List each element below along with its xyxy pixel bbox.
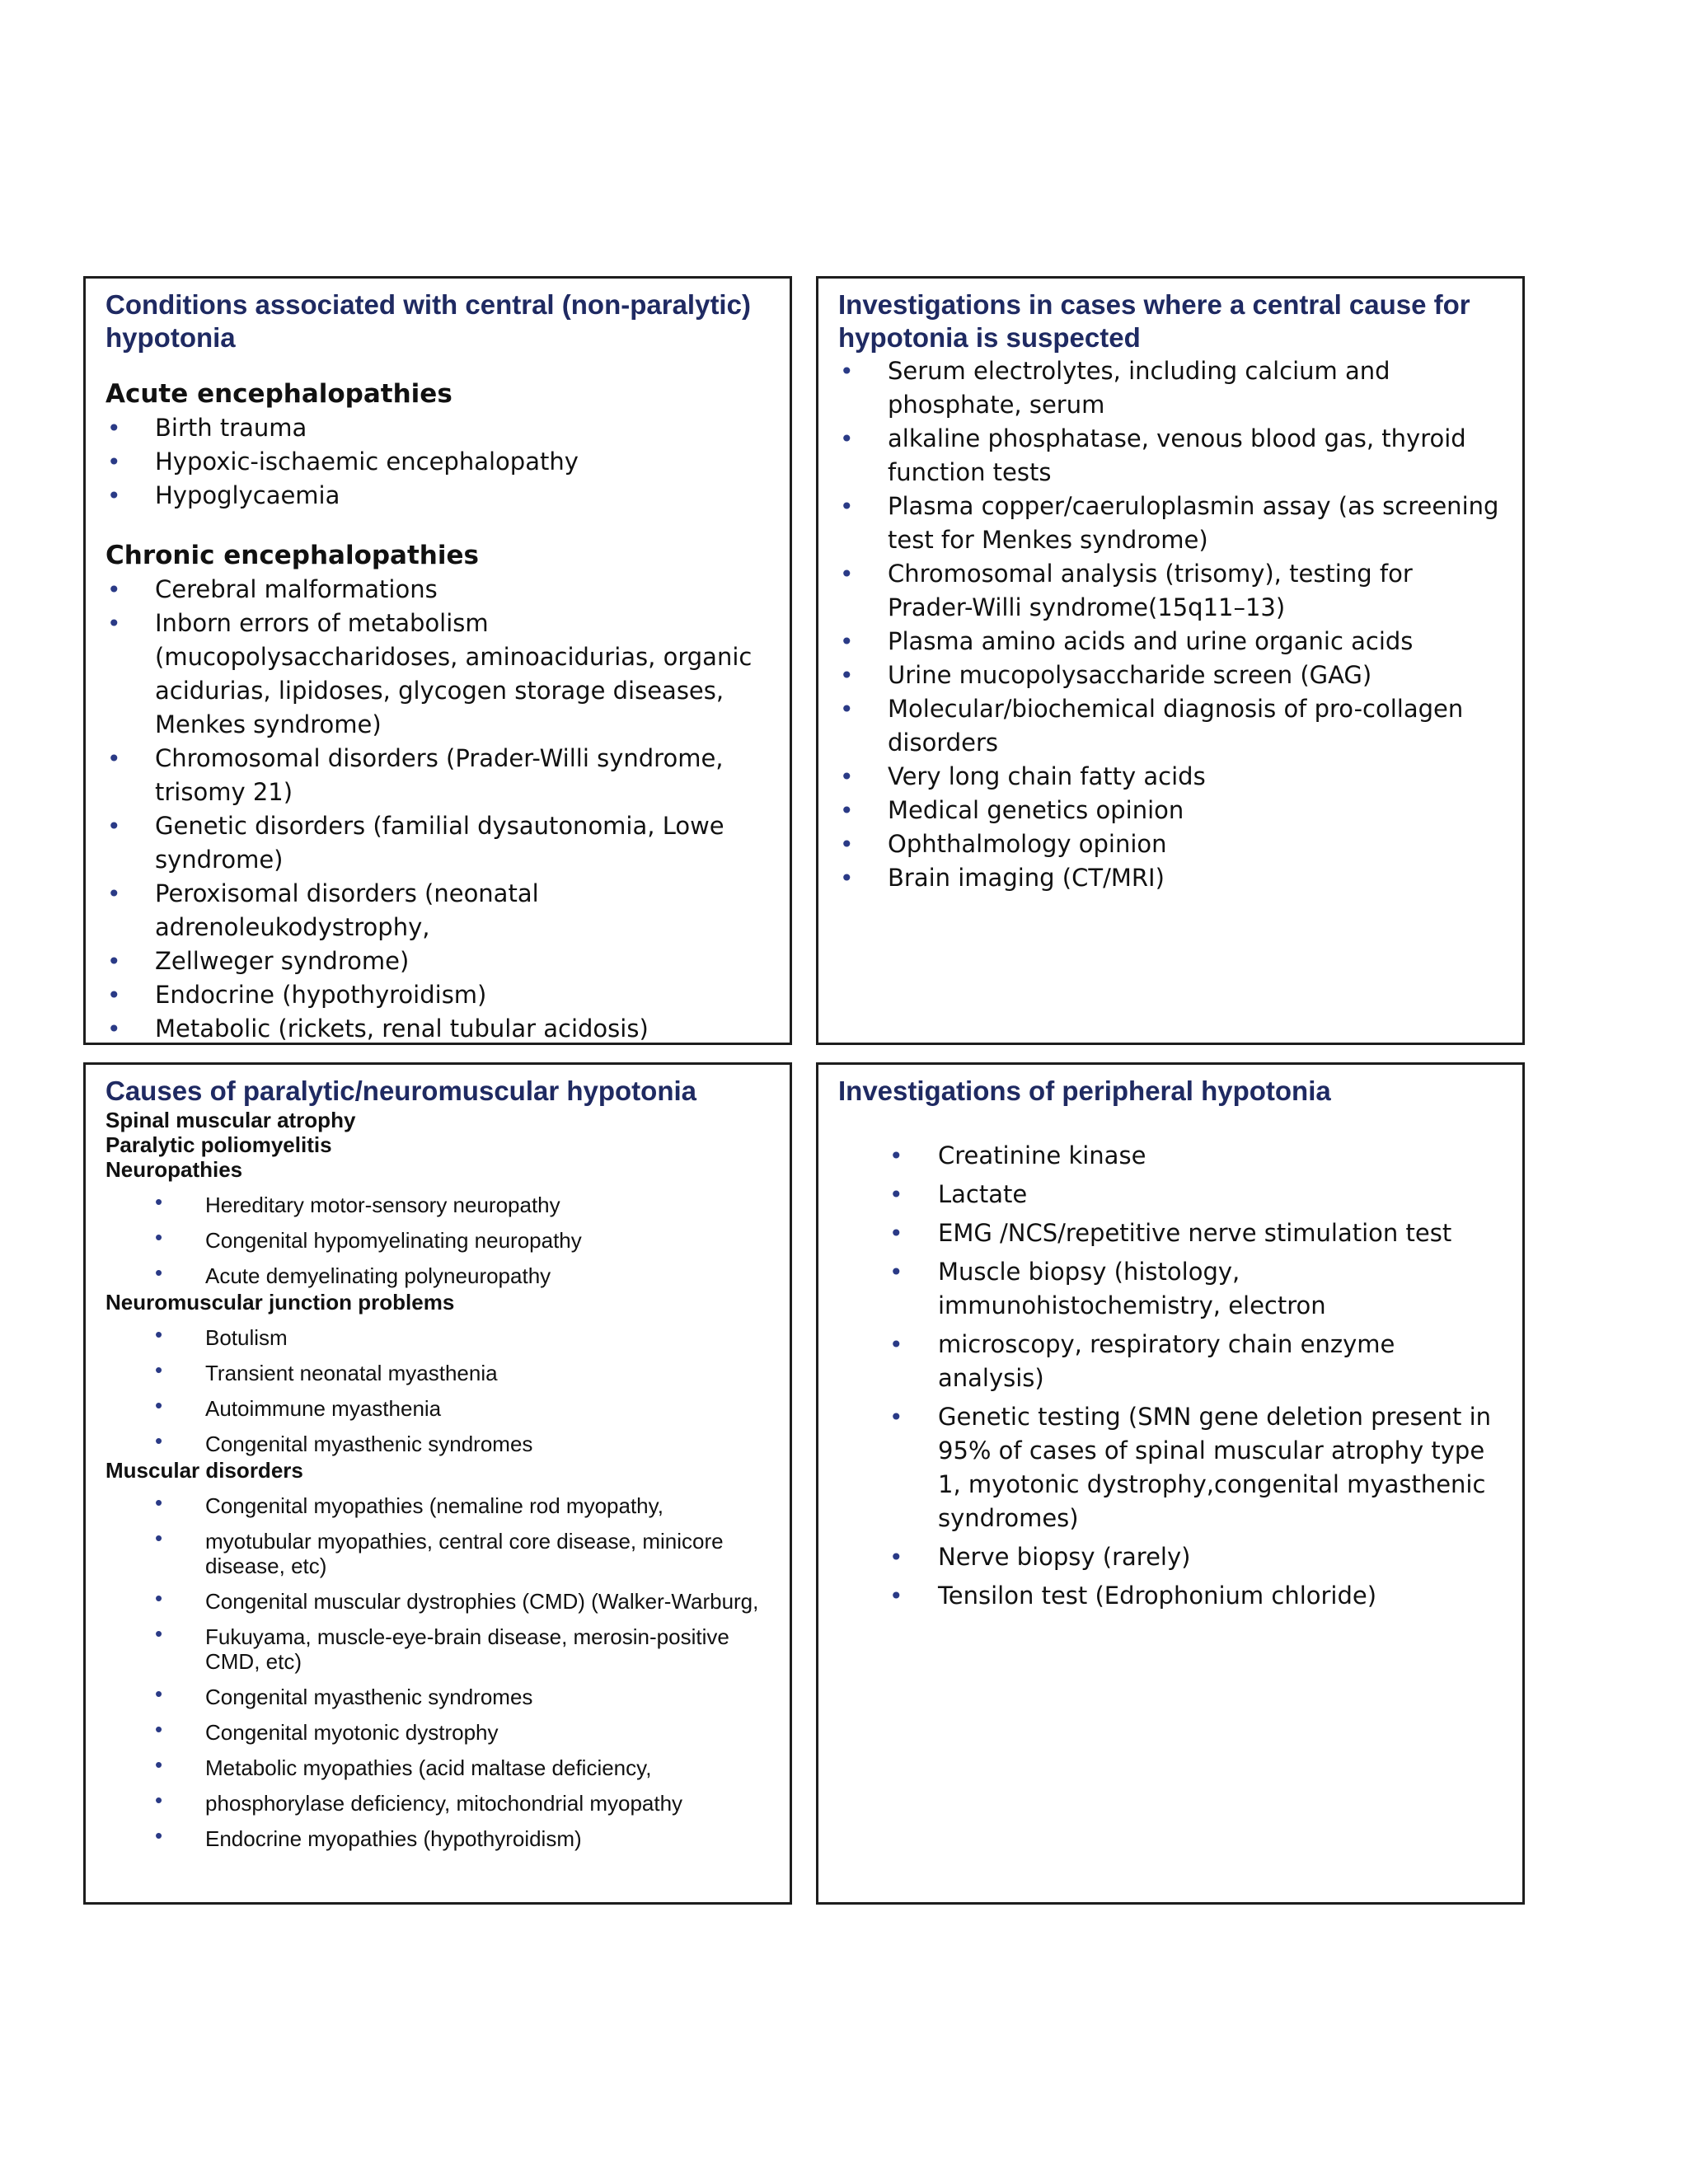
- bullet-icon: •: [107, 982, 121, 1009]
- bullet-icon: •: [107, 415, 121, 442]
- list-item: • Congenital hypomyelinating neuropathy: [155, 1225, 582, 1253]
- bullet-icon: •: [889, 1544, 903, 1571]
- central-investigations-title: Investigations in cases where a central cause for hypotonia is suspected: [838, 289, 1470, 353]
- list-item: • Congenital myasthenic syndromes: [155, 1428, 533, 1456]
- list-item: • Inborn errors of metabolism (mucopolysaccharidoses, aminoacidurias, organic acidurias, lipidoses, glycogen storage diseases, Menkes syndrome): [106, 607, 770, 742]
- list-item: • Genetic disorders (familial dysautonomia, Lowe syndrome): [106, 809, 770, 877]
- bullet-icon: •: [155, 1621, 163, 1646]
- list-item: • Tensilon test (Edrophonium chloride): [838, 1579, 1503, 1613]
- list-item: • Cerebral malformations: [106, 573, 770, 607]
- bullet-icon: •: [155, 1490, 163, 1515]
- bullet-icon: •: [889, 1404, 903, 1431]
- list-item: • Acute demyelinating polyneuropathy: [155, 1260, 551, 1288]
- list-item: • microscopy, respiratory chain enzyme analysis): [838, 1328, 1503, 1395]
- list-item: • alkaline phosphatase, venous blood gas, thyroid function tests: [838, 422, 1503, 490]
- bullet-icon: •: [107, 448, 121, 476]
- bullet-icon: •: [840, 763, 854, 790]
- list-item: • Creatinine kinase: [838, 1139, 1503, 1173]
- muscular-disorders-list: [106, 1490, 770, 1851]
- bullet-icon: •: [155, 1322, 163, 1347]
- list-item: • Autoimmune myasthenia: [155, 1393, 442, 1421]
- bullet-icon: •: [155, 1526, 163, 1550]
- bullet-icon: •: [107, 576, 121, 603]
- bullet-icon: •: [889, 1582, 903, 1610]
- central-investigations-box: [816, 276, 1525, 1045]
- central-conditions-title: Conditions associated with central (non-paralytic) hypotonia: [106, 289, 751, 353]
- central-conditions-box: [83, 276, 792, 1045]
- bullet-icon: •: [889, 1258, 903, 1286]
- list-item: • Congenital muscular dystrophies (CMD) (Walker-Warburg,: [155, 1586, 759, 1614]
- bullet-icon: •: [107, 948, 121, 975]
- bullet-icon: •: [155, 1717, 163, 1741]
- bullet-icon: •: [155, 1393, 163, 1418]
- list-item: • Metabolic myopathies (acid maltase deficiency,: [155, 1752, 652, 1780]
- neuropathies-heading: Neuropathies: [106, 1157, 243, 1182]
- nmj-heading: Neuromuscular junction problems: [106, 1290, 455, 1315]
- bullet-icon: •: [840, 831, 854, 858]
- neuropathies-list: [106, 1189, 770, 1288]
- bullet-icon: •: [107, 610, 121, 637]
- list-item: • Endocrine (hypothyroidism): [106, 978, 770, 1012]
- central-investigations-list: [838, 354, 1503, 895]
- bullet-icon: •: [107, 482, 121, 509]
- paralytic-causes-title: Causes of paralytic/neuromuscular hypotonia: [106, 1076, 697, 1106]
- list-item: • Plasma amino acids and urine organic acids: [838, 625, 1503, 658]
- list-item: • Metabolic (rickets, renal tubular acidosis): [106, 1012, 770, 1046]
- list-item: • Lactate: [838, 1178, 1503, 1212]
- bullet-icon: •: [107, 1015, 121, 1043]
- list-item: • Molecular/biochemical diagnosis of pro-collagen disorders: [838, 692, 1503, 760]
- list-item: • Congenital myasthenic syndromes: [155, 1681, 533, 1709]
- bullet-icon: •: [840, 493, 854, 520]
- list-item: • Serum electrolytes, including calcium and phosphate, serum: [838, 354, 1503, 422]
- bullet-icon: •: [155, 1225, 163, 1249]
- list-item: • Genetic testing (SMN gene deletion present in 95% of cases of spinal muscular atrophy type 1, myotonic dystrophy,congenital myasthenic syndromes): [838, 1400, 1503, 1535]
- bullet-icon: •: [840, 696, 854, 723]
- list-item: • Muscle biopsy (histology, immunohistochemistry, electron: [838, 1255, 1503, 1323]
- list-item: • Zellweger syndrome): [106, 944, 770, 978]
- list-item: • Congenital myotonic dystrophy: [155, 1717, 499, 1745]
- acute-encephalopathies-list: [106, 411, 770, 513]
- list-item: • Birth trauma: [106, 411, 770, 445]
- chronic-encephalopathies-heading: Chronic encephalopathies: [106, 541, 479, 570]
- bullet-icon: •: [889, 1181, 903, 1208]
- list-item: • Congenital myopathies (nemaline rod myopathy,: [155, 1490, 663, 1518]
- paralytic-causes-box: [83, 1062, 792, 1905]
- polio-heading: Paralytic poliomyelitis: [106, 1132, 332, 1157]
- peripheral-investigations-box: [816, 1062, 1525, 1905]
- bullet-icon: •: [889, 1220, 903, 1247]
- bullet-icon: •: [889, 1331, 903, 1358]
- list-item: • Nerve biopsy (rarely): [838, 1540, 1503, 1574]
- bullet-icon: •: [155, 1823, 163, 1848]
- acute-encephalopathies-heading: Acute encephalopathies: [106, 379, 452, 409]
- bullet-icon: •: [155, 1357, 163, 1382]
- list-item: • EMG /NCS/repetitive nerve stimulation test: [838, 1216, 1503, 1250]
- chronic-encephalopathies-list: [106, 573, 770, 1046]
- list-item: • Plasma copper/caeruloplasmin assay (as screening test for Menkes syndrome): [838, 490, 1503, 557]
- list-item: • Urine mucopolysaccharide screen (GAG): [838, 658, 1503, 692]
- bullet-icon: •: [840, 662, 854, 689]
- list-item: • Brain imaging (CT/MRI): [838, 861, 1503, 895]
- bullet-icon: •: [107, 745, 121, 772]
- bullet-icon: •: [107, 813, 121, 840]
- bullet-icon: •: [840, 425, 854, 452]
- list-item: • Hereditary motor-sensory neuropathy: [155, 1189, 560, 1217]
- bullet-icon: •: [155, 1752, 163, 1777]
- bullet-icon: •: [155, 1681, 163, 1706]
- list-item: • Fukuyama, muscle-eye-brain disease, merosin-positive CMD, etc): [155, 1621, 729, 1674]
- bullet-icon: •: [840, 358, 854, 385]
- list-item: • Chromosomal disorders (Prader-Willi syndrome, trisomy 21): [106, 742, 770, 809]
- bullet-icon: •: [155, 1189, 163, 1214]
- bullet-icon: •: [107, 880, 121, 907]
- list-item: • phosphorylase deficiency, mitochondrial myopathy: [155, 1788, 683, 1816]
- list-item: • Endocrine myopathies (hypothyroidism): [155, 1823, 582, 1851]
- bullet-icon: •: [840, 865, 854, 892]
- list-item: • Medical genetics opinion: [838, 794, 1503, 827]
- list-item: • Peroxisomal disorders (neonatal adrenoleukodystrophy,: [106, 877, 770, 944]
- list-item: • Hypoglycaemia: [106, 479, 770, 513]
- bullet-icon: •: [840, 628, 854, 655]
- list-item: • myotubular myopathies, central core disease, minicore disease, etc): [155, 1526, 724, 1578]
- sma-heading: Spinal muscular atrophy: [106, 1108, 356, 1132]
- bullet-icon: •: [840, 797, 854, 824]
- bullet-icon: •: [155, 1260, 163, 1285]
- bullet-icon: •: [840, 560, 854, 588]
- list-item: • Botulism: [155, 1322, 288, 1350]
- bullet-icon: •: [889, 1142, 903, 1169]
- peripheral-investigations-title: Investigations of peripheral hypotonia: [838, 1076, 1331, 1106]
- list-item: • Hypoxic-ischaemic encephalopathy: [106, 445, 770, 479]
- list-item: • Chromosomal analysis (trisomy), testing for Prader-Willi syndrome(15q11–13): [838, 557, 1503, 625]
- nmj-list: [106, 1322, 770, 1456]
- list-item: • Transient neonatal myasthenia: [155, 1357, 498, 1385]
- bullet-icon: •: [155, 1586, 163, 1610]
- muscular-disorders-heading: Muscular disorders: [106, 1458, 303, 1483]
- bullet-icon: •: [155, 1428, 163, 1453]
- bullet-icon: •: [155, 1788, 163, 1812]
- peripheral-investigations-list: [838, 1139, 1503, 1613]
- list-item: • Ophthalmology opinion: [838, 827, 1503, 861]
- list-item: • Very long chain fatty acids: [838, 760, 1503, 794]
